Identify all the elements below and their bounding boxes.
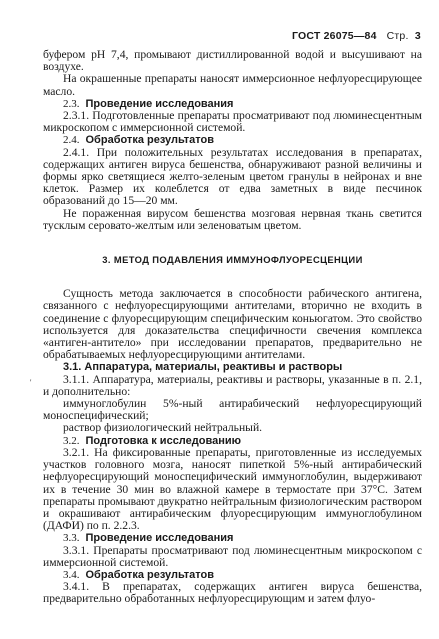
section-heading-3: 3. МЕТОД ПОДАВЛЕНИЯ ИММУНОФЛУОРЕСЦЕНЦИИ xyxy=(102,254,363,266)
margin-mark: ' xyxy=(30,378,32,387)
subsection-heading-2-4 xyxy=(43,134,422,146)
paragraph: 3.3.1. Препараты просматривают под люминесцентным микроскопом с иммерсионной системой. xyxy=(43,543,422,569)
heading-title: Обработка результатов xyxy=(85,134,215,147)
subsection-heading-3-3 xyxy=(43,532,422,544)
page-label: Стр. xyxy=(386,30,409,42)
standard-number: ГОСТ 26075—84 xyxy=(292,30,377,42)
paragraph: На окрашенные препараты наносят иммерсионное нефлуоресцирующее масло. xyxy=(43,72,422,98)
page-number: 3 xyxy=(414,30,421,42)
paragraph: 2.3.1. Подготовленные препараты просматривают под люминесцентным микроскопом с иммерсионной системой. xyxy=(43,109,422,135)
heading-title: Проведение исследования xyxy=(85,97,234,110)
subsection-heading-3-1: 3.1. Аппаратура, материалы, реактивы и растворы xyxy=(63,361,343,374)
document-body xyxy=(43,49,422,606)
heading-number: 2.3. xyxy=(63,97,80,110)
heading-number: 3.2. xyxy=(63,434,80,447)
heading-title: Подготовка к исследованию xyxy=(85,434,242,447)
heading-number: 3.4. xyxy=(63,568,80,581)
paragraph: буфером рН 7,4, промывают дистиллированной водой и высушивают на воздухе. xyxy=(43,48,422,74)
heading-number: 2.4. xyxy=(63,134,80,147)
paragraph: 3.2.1. На фиксированные препараты, приготовленные из исследуемых участков головного мозга, наносят пипеткой 5%-ный антирабический нефлуоресцирующий моноспецифический иммуноглобулин, выдерживают их в течение 30 мин во влажной камере в термостате при 37°С. Затем препараты промывают двукратно нейтральным физиологическим раствором и окрашивают антирабическим флуоресцирующим иммуноглобулином (ДАФИ) по п. 2.2.3. xyxy=(43,445,422,533)
heading-number: 3.3. xyxy=(63,532,80,545)
paragraph: 3.1.1. Аппаратура, материалы, реактивы и растворы, указанные в п. 2.1, и дополнительно: xyxy=(43,372,422,398)
heading-title: Проведение исследования xyxy=(85,532,234,545)
paragraph: Сущность метода заключается в способности рабического антигена, связанного с нефлуоресцирующими антителами, вторично не входить в соединение с флуоресцирующим специфическим коньюгатом. Это свойство используется для доказательства специфичности свечения комплекса «антиген-антитело» при исследовании препаратов, предварительно не обрабатываемых нефлуоресцирующими антителами. xyxy=(43,287,422,362)
page-header xyxy=(292,30,421,42)
paragraph: иммуноглобулин 5%-ный антирабический нефлуоресцирующий моноспецифический; xyxy=(43,397,422,423)
paragraph: Не пораженная вирусом бешенства мозговая нервная ткань светится тусклым серовато-желтым или зеленоватым цветом. xyxy=(43,206,422,232)
paragraph: раствор физиологический нейтральный. xyxy=(63,421,263,435)
paragraph: 3.4.1. В препаратах, содержащих антиген вируса бешенства, предварительно обработанных нефлуоресцирующим и затем флуо- xyxy=(43,580,422,606)
heading-title: Обработка результатов xyxy=(85,568,215,581)
paragraph: 2.4.1. При положительных результатах исследования в препаратах, содержащих антиген вируса бешенства, обнаруживают разной величины и формы ярко светящиеся желто-зеленым цветом гранулы в нейронах и вне клеток. Размер их колеблется от едва заметных в виде песчинок образований до 15—20 мм. xyxy=(43,145,422,208)
